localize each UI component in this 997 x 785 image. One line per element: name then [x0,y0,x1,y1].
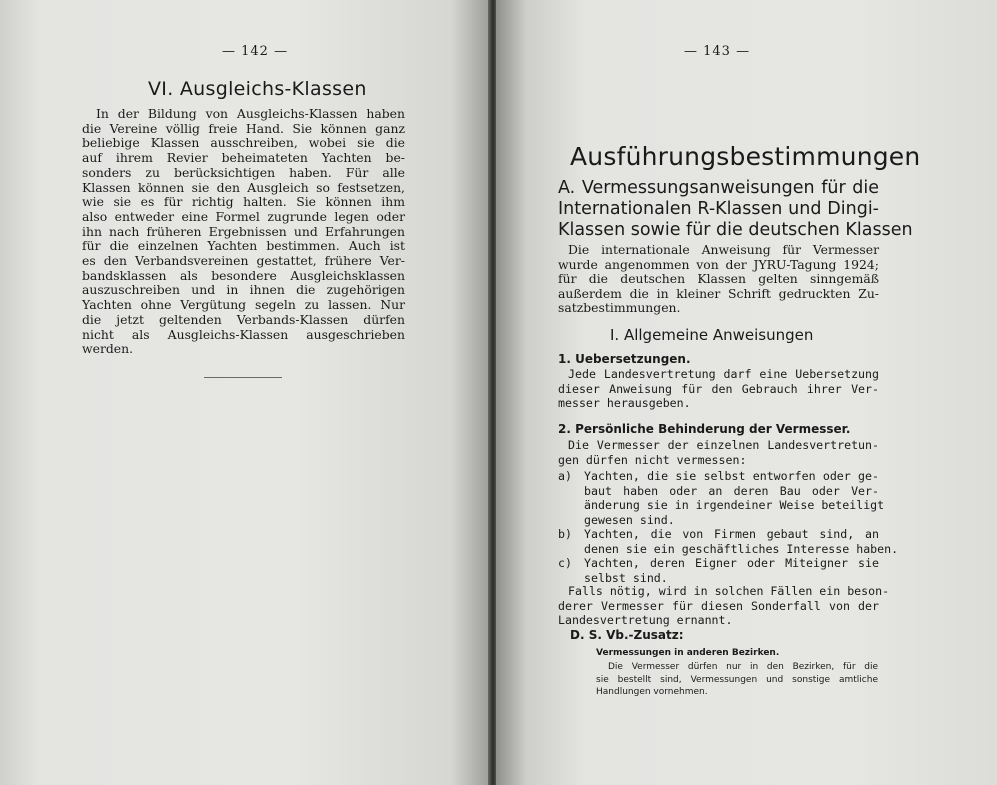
dsv-addition-text [596,661,878,699]
text-line: satzbestimmungen. [558,300,681,315]
text-line: beliebige Klassen ausschreiben, wobei sie die [82,135,405,151]
section-a-heading [558,178,913,241]
heading-line: Internationalen R-Klassen und Dingi- [558,199,879,219]
text-line: auszuschreiben und in ihnen die zugehörigen [82,282,405,298]
text-line: sie bestellt sind, Vermessungen und sonstige amtliche [596,674,878,685]
text-line: es den Verbandsvereinen gestattet, frühere Ver- [82,253,405,269]
item-closing-paragraph [558,584,890,628]
text-line: messer herausgeben. [558,396,691,410]
text-line: die jetzt geltenden Verbands-Klassen dürfen [82,311,405,327]
text-line: Falls nötig, wird in solchen Fällen ein beson- [568,584,890,598]
text-line: Die Vermesser der einzelnen Landesvertretun- [568,438,879,452]
text-line: also entweder eine Formel zugrunde legen oder [82,208,405,224]
list-label: c) [558,556,572,570]
text-line: Yachten ohne Vergütung segeln zu lassen. Nur [82,297,405,313]
text-line: Klassen können sie den Ausgleich so festsetzen, [82,179,405,195]
text-line: gen dürfen nicht vermessen: [558,452,747,467]
text-line: für die einzelnen Yachten bestimmen. Auch ist [82,238,405,254]
text-line: In der Bildung von Ausgleichs-Klassen haben [96,106,405,121]
text-line: bandsklassen als besondere Ausgleichsklassen [82,267,405,283]
text-line: wie sie es für richtig halten. Sie können ihm [82,194,405,210]
text-line: selbst sind. [584,570,668,585]
chapter-paragraph [82,107,405,357]
text-line: Yachten, die von Firmen gebaut sind, an [584,527,879,541]
chapter-title: VI. Ausgleichs-Klassen [148,78,367,100]
item-heading: 2. Persönliche Behinderung der Vermesser. [558,422,851,436]
list-label: a) [558,469,572,483]
heading-line: A. Vermessungsanweisungen für die [558,178,879,198]
text-line: Jede Landesvertretung darf eine Uebersetzung [568,367,879,381]
right-page [496,0,997,785]
dsv-addition-heading: Vermessungen in anderen Bezirken. [596,648,780,658]
list-item [558,469,885,527]
dsv-addition-label: D. S. Vb.-Zusatz: [570,628,684,642]
text-line: nicht als Ausgleichs-Klassen ausgeschrieben [82,326,405,342]
item-paragraph [558,438,879,467]
text-line: denen sie ein geschäftliches Interesse haben. [584,541,899,556]
list-label: b) [558,527,572,541]
left-page [0,0,490,785]
text-line: werden. [82,341,134,357]
text-line: auf ihrem Revier beheimateten Yachten be- [82,150,405,166]
subsection-title: I. Allgemeine Anweisungen [610,326,814,344]
text-line: derer Vermesser für diesen Sonderfall von der [558,598,879,613]
text-line: Landesvertretung ernannt. [558,613,733,627]
end-rule [204,377,282,378]
item-heading: 1. Uebersetzungen. [558,352,691,366]
heading-line: Klassen sowie für die deutschen Klassen [558,220,913,240]
main-title: Ausführungsbestimmungen [570,142,921,171]
text-line: Handlungen vornehmen. [596,687,708,697]
text-line: Die internationale Anweisung für Vermesser [568,242,879,257]
text-line: wurde angenommen von der JYRU-Tagung 1924; [558,256,879,272]
page-number: — 142 — [222,44,289,59]
text-line: gewesen sind. [584,512,675,527]
text-line: dieser Anweisung für den Gebrauch ihrer Ver- [558,381,879,396]
text-line: Yachten, deren Eigner oder Miteigner sie [584,556,879,570]
text-line: Die Vermesser dürfen nur in den Bezirken, für die [608,662,878,672]
text-line: Yachten, die sie selbst entworfen oder ge- [584,469,879,483]
item-paragraph [558,367,879,411]
text-line: baut haben oder an deren Bau oder Ver- [584,483,879,498]
text-line: die Vereine völlig freie Hand. Sie können ganz [82,120,405,136]
intro-paragraph [558,243,879,316]
text-line: sonders zu berücksichtigen haben. Für alle [82,164,405,180]
exclusion-list [558,469,899,585]
list-item [558,556,879,585]
text-line: außerdem die in kleiner Schrift gedruckten Zu- [558,285,879,301]
page-number: — 143 — [684,44,751,59]
text-line: ihn nach früheren Ergebnissen und Erfahrungen [82,223,405,239]
text-line: änderung sie in irgendeiner Weise beteiligt [584,498,885,512]
text-line: für die deutschen Klassen gelten sinngemäß [558,271,879,286]
list-item [558,527,899,556]
